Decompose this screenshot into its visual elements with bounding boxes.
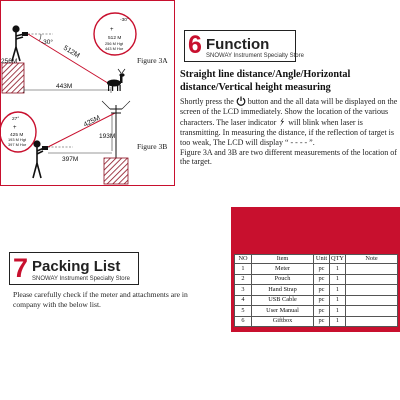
lcd-line2-3a: 256 M Hgt xyxy=(105,41,123,46)
cell-qty: 1 xyxy=(330,274,346,285)
packing-body: Please carefully check if the meter and attachments are in company with the below list. xyxy=(13,290,188,309)
svg-text:+: + xyxy=(13,125,17,131)
figures-svg xyxy=(1,1,176,187)
cell-note xyxy=(346,316,398,327)
lcd-display-3a xyxy=(94,13,136,55)
lcd-main-3b: 425 M xyxy=(10,133,24,138)
header-no: NO xyxy=(235,255,252,264)
svg-text:+: + xyxy=(110,27,114,33)
cell-unit: pc xyxy=(314,306,330,317)
cell-qty: 1 xyxy=(330,316,346,327)
table-header-row xyxy=(235,255,398,264)
cell-note xyxy=(346,295,398,306)
cell-qty: 1 xyxy=(330,306,346,317)
function-paragraph-1 xyxy=(180,96,398,148)
lcd-main-3a: 512 M xyxy=(108,36,122,41)
function-text-part-1: Shortly press the xyxy=(180,97,234,106)
cell-unit: pc xyxy=(314,295,330,306)
cliff-block xyxy=(2,63,24,93)
packing-heading: Packing List xyxy=(32,258,121,275)
cell-no: 5 xyxy=(235,306,252,317)
lcd-display-3b xyxy=(1,112,36,152)
cell-unit: pc xyxy=(314,316,330,327)
lcd-line2-3b: 193 M Hgt xyxy=(8,137,26,142)
function-text-part-2: button and the all data will be displayed on the screen of the LCD immediately. Show the location of the various characters. The laser indicator xyxy=(180,97,398,127)
lcd-angle-3a: -30° xyxy=(120,18,129,23)
packing-section-number: 7 xyxy=(13,253,29,283)
cell-item: Hand Strap xyxy=(252,285,314,296)
header-qty: QTY xyxy=(331,254,344,262)
cell-item: USB Cable xyxy=(252,295,314,306)
person-figure-3a xyxy=(12,26,28,61)
function-text-part-3: will blink when laser is transmitting. In measuring the distance, if the reflection of target is too weak, The LCD will display “ - - - - ”. xyxy=(180,117,395,147)
table-row xyxy=(235,316,398,327)
caption-figure-3b: Figure 3B xyxy=(137,142,168,151)
person-figure-3b xyxy=(33,141,48,178)
height-label-3a: 256M xyxy=(1,58,18,65)
header-note: Note xyxy=(346,255,398,264)
function-store-label: SNOWAY Instrument Specialty Store xyxy=(206,53,304,59)
deer-target-3a xyxy=(107,69,125,91)
height-label-3b: 193M xyxy=(99,133,116,140)
cell-item: Meter xyxy=(252,264,314,275)
function-heading: Function xyxy=(206,36,270,53)
laser-icon xyxy=(278,117,286,127)
packing-store-label: SNOWAY Instrument Specialty Store xyxy=(32,276,130,282)
cell-no: 6 xyxy=(235,316,252,327)
cell-qty: 1 xyxy=(330,295,346,306)
lcd-line3-3b: 397 M Hor xyxy=(8,142,27,147)
function-section-number: 6 xyxy=(188,31,202,59)
table-row xyxy=(235,264,398,275)
function-body xyxy=(180,96,398,167)
horizontal-label-3b: 397M xyxy=(62,156,79,163)
cell-unit: pc xyxy=(314,264,330,275)
figure-3b xyxy=(1,101,167,184)
header-unit: Unit xyxy=(314,255,330,264)
power-icon xyxy=(236,96,246,106)
table-row xyxy=(235,285,398,296)
figure-3a xyxy=(1,13,168,93)
cell-item: User Manual xyxy=(252,306,314,317)
cell-no: 3 xyxy=(235,285,252,296)
cell-unit: pc xyxy=(314,285,330,296)
horizontal-label-3a: 443M xyxy=(56,83,73,90)
packing-table xyxy=(234,254,398,327)
cell-qty: 1 xyxy=(330,264,346,275)
cell-unit: pc xyxy=(314,274,330,285)
function-subheading: Straight line distance/Angle/Horizontal distance/Vertical height measuring xyxy=(180,69,351,93)
caption-figure-3a: Figure 3A xyxy=(137,56,168,65)
cell-item: Pouch xyxy=(252,274,314,285)
cell-no: 1 xyxy=(235,264,252,275)
table-row xyxy=(235,295,398,306)
figure-panel xyxy=(0,0,175,186)
cell-note xyxy=(346,274,398,285)
cell-note xyxy=(346,285,398,296)
slope-label-3a: 512M xyxy=(61,44,81,60)
cell-no: 2 xyxy=(235,274,252,285)
header-item: Item xyxy=(252,255,314,264)
slope-label-3b: 425M xyxy=(82,114,102,129)
lcd-line3-3a: 443 M Hor xyxy=(105,46,124,51)
ground-block xyxy=(104,158,128,184)
table-row xyxy=(235,306,398,317)
utility-pole xyxy=(102,101,130,159)
cell-note xyxy=(346,264,398,275)
table-row xyxy=(235,274,398,285)
angle-label-3a: -30° xyxy=(41,39,53,46)
lcd-angle-3b: 27° xyxy=(12,117,20,122)
cell-qty: 1 xyxy=(330,285,346,296)
cell-note xyxy=(346,306,398,317)
laser-line-3b xyxy=(48,113,115,147)
function-paragraph-2: Figure 3A and 3B are two different measurements of the location of the target. xyxy=(180,147,397,167)
cell-item: Giftbox xyxy=(252,316,314,327)
cell-no: 4 xyxy=(235,295,252,306)
